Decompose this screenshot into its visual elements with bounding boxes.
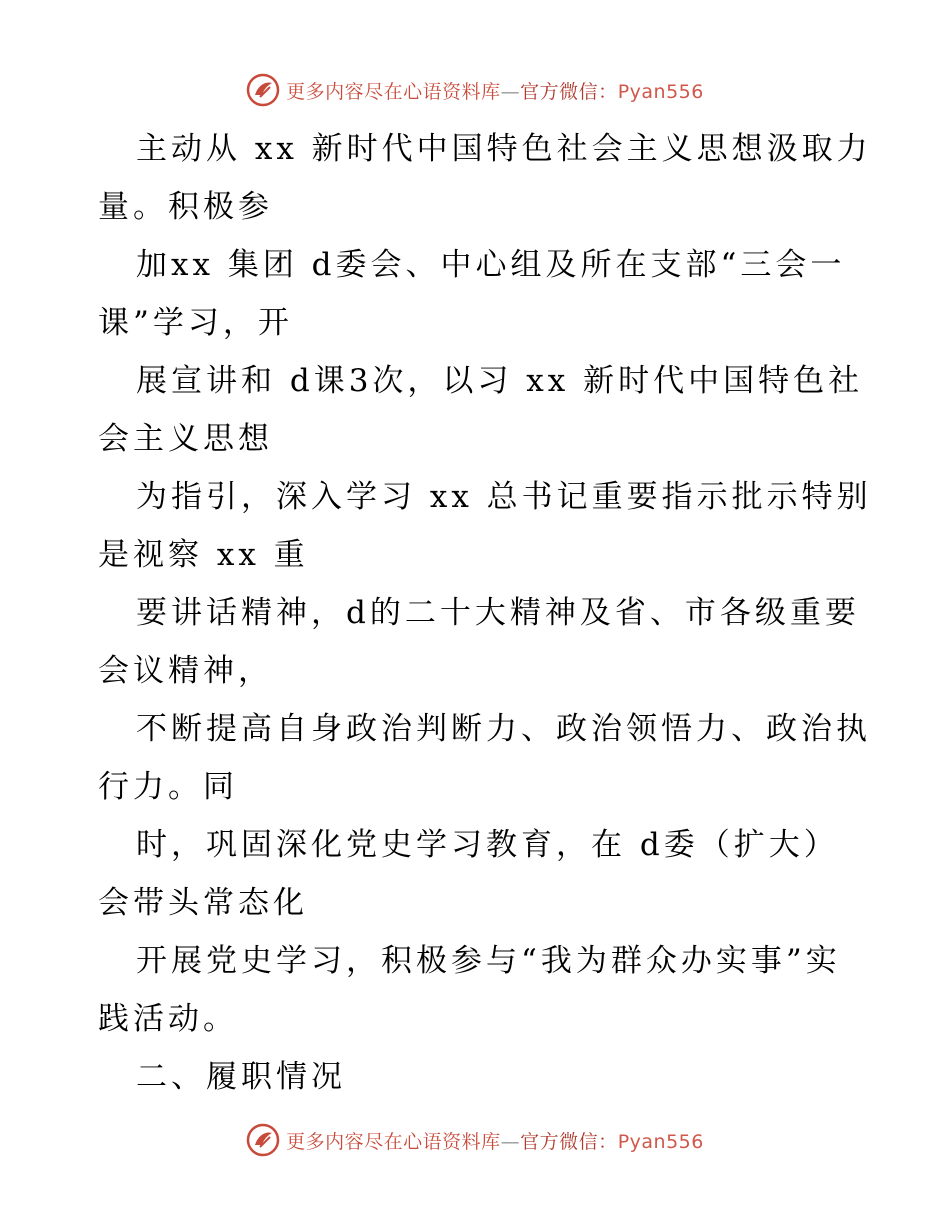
text-line: 为指引，深入学习 xx 总书记重要指示批示特别 [136,479,872,515]
watermark-handle: Pyan556 [617,1130,704,1153]
text-line: 展宣讲和 d课3次，以习 xx 新时代中国特色社 [136,363,864,399]
text-line: 时，巩固深化党史学习教育，在 d委（扩大） [136,827,839,863]
watermark-main: 更多内容尽在心语资料库 [286,1130,501,1153]
brand-logo-icon [246,73,280,107]
text-line: 量。积极参 [98,189,273,225]
text-line: 不断提高自身政治判断力、政治领悟力、政治执 [136,711,871,747]
footer-watermark [0,1120,950,1160]
text-line: 会议精神， [98,653,273,689]
text-line: 行力。同 [98,769,238,805]
watermark-sub: 官方微信： [520,80,618,103]
text-line: 二、履职情况 [136,1059,346,1095]
watermark-dash: — [500,1130,521,1153]
header-watermark [0,70,950,110]
text-line: 课”学习，开 [98,305,293,341]
text-line: 是视察 xx 重 [98,537,309,573]
text-line: 主动从 xx 新时代中国特色社会主义思想汲取力 [136,131,872,167]
brand-logo-icon [246,1123,280,1157]
watermark-dash: — [500,80,521,103]
text-line: 要讲话精神，d的二十大精神及省、市各级重要 [136,595,860,631]
text-line: 会主义思想 [98,421,273,457]
document-body [98,120,872,1106]
text-line: 会带头常态化 [98,885,308,921]
watermark-text [286,77,704,104]
text-line: 践活动。 [98,1001,238,1037]
watermark-sub: 官方微信： [520,1130,618,1153]
text-line: 开展党史学习，积极参与“我为群众办实事”实 [136,943,841,979]
text-line: 加xx 集团 d委会、中心组及所在支部“三会一 [136,247,846,283]
watermark-text [286,1127,704,1154]
watermark-main: 更多内容尽在心语资料库 [286,80,501,103]
watermark-handle: Pyan556 [617,80,704,103]
